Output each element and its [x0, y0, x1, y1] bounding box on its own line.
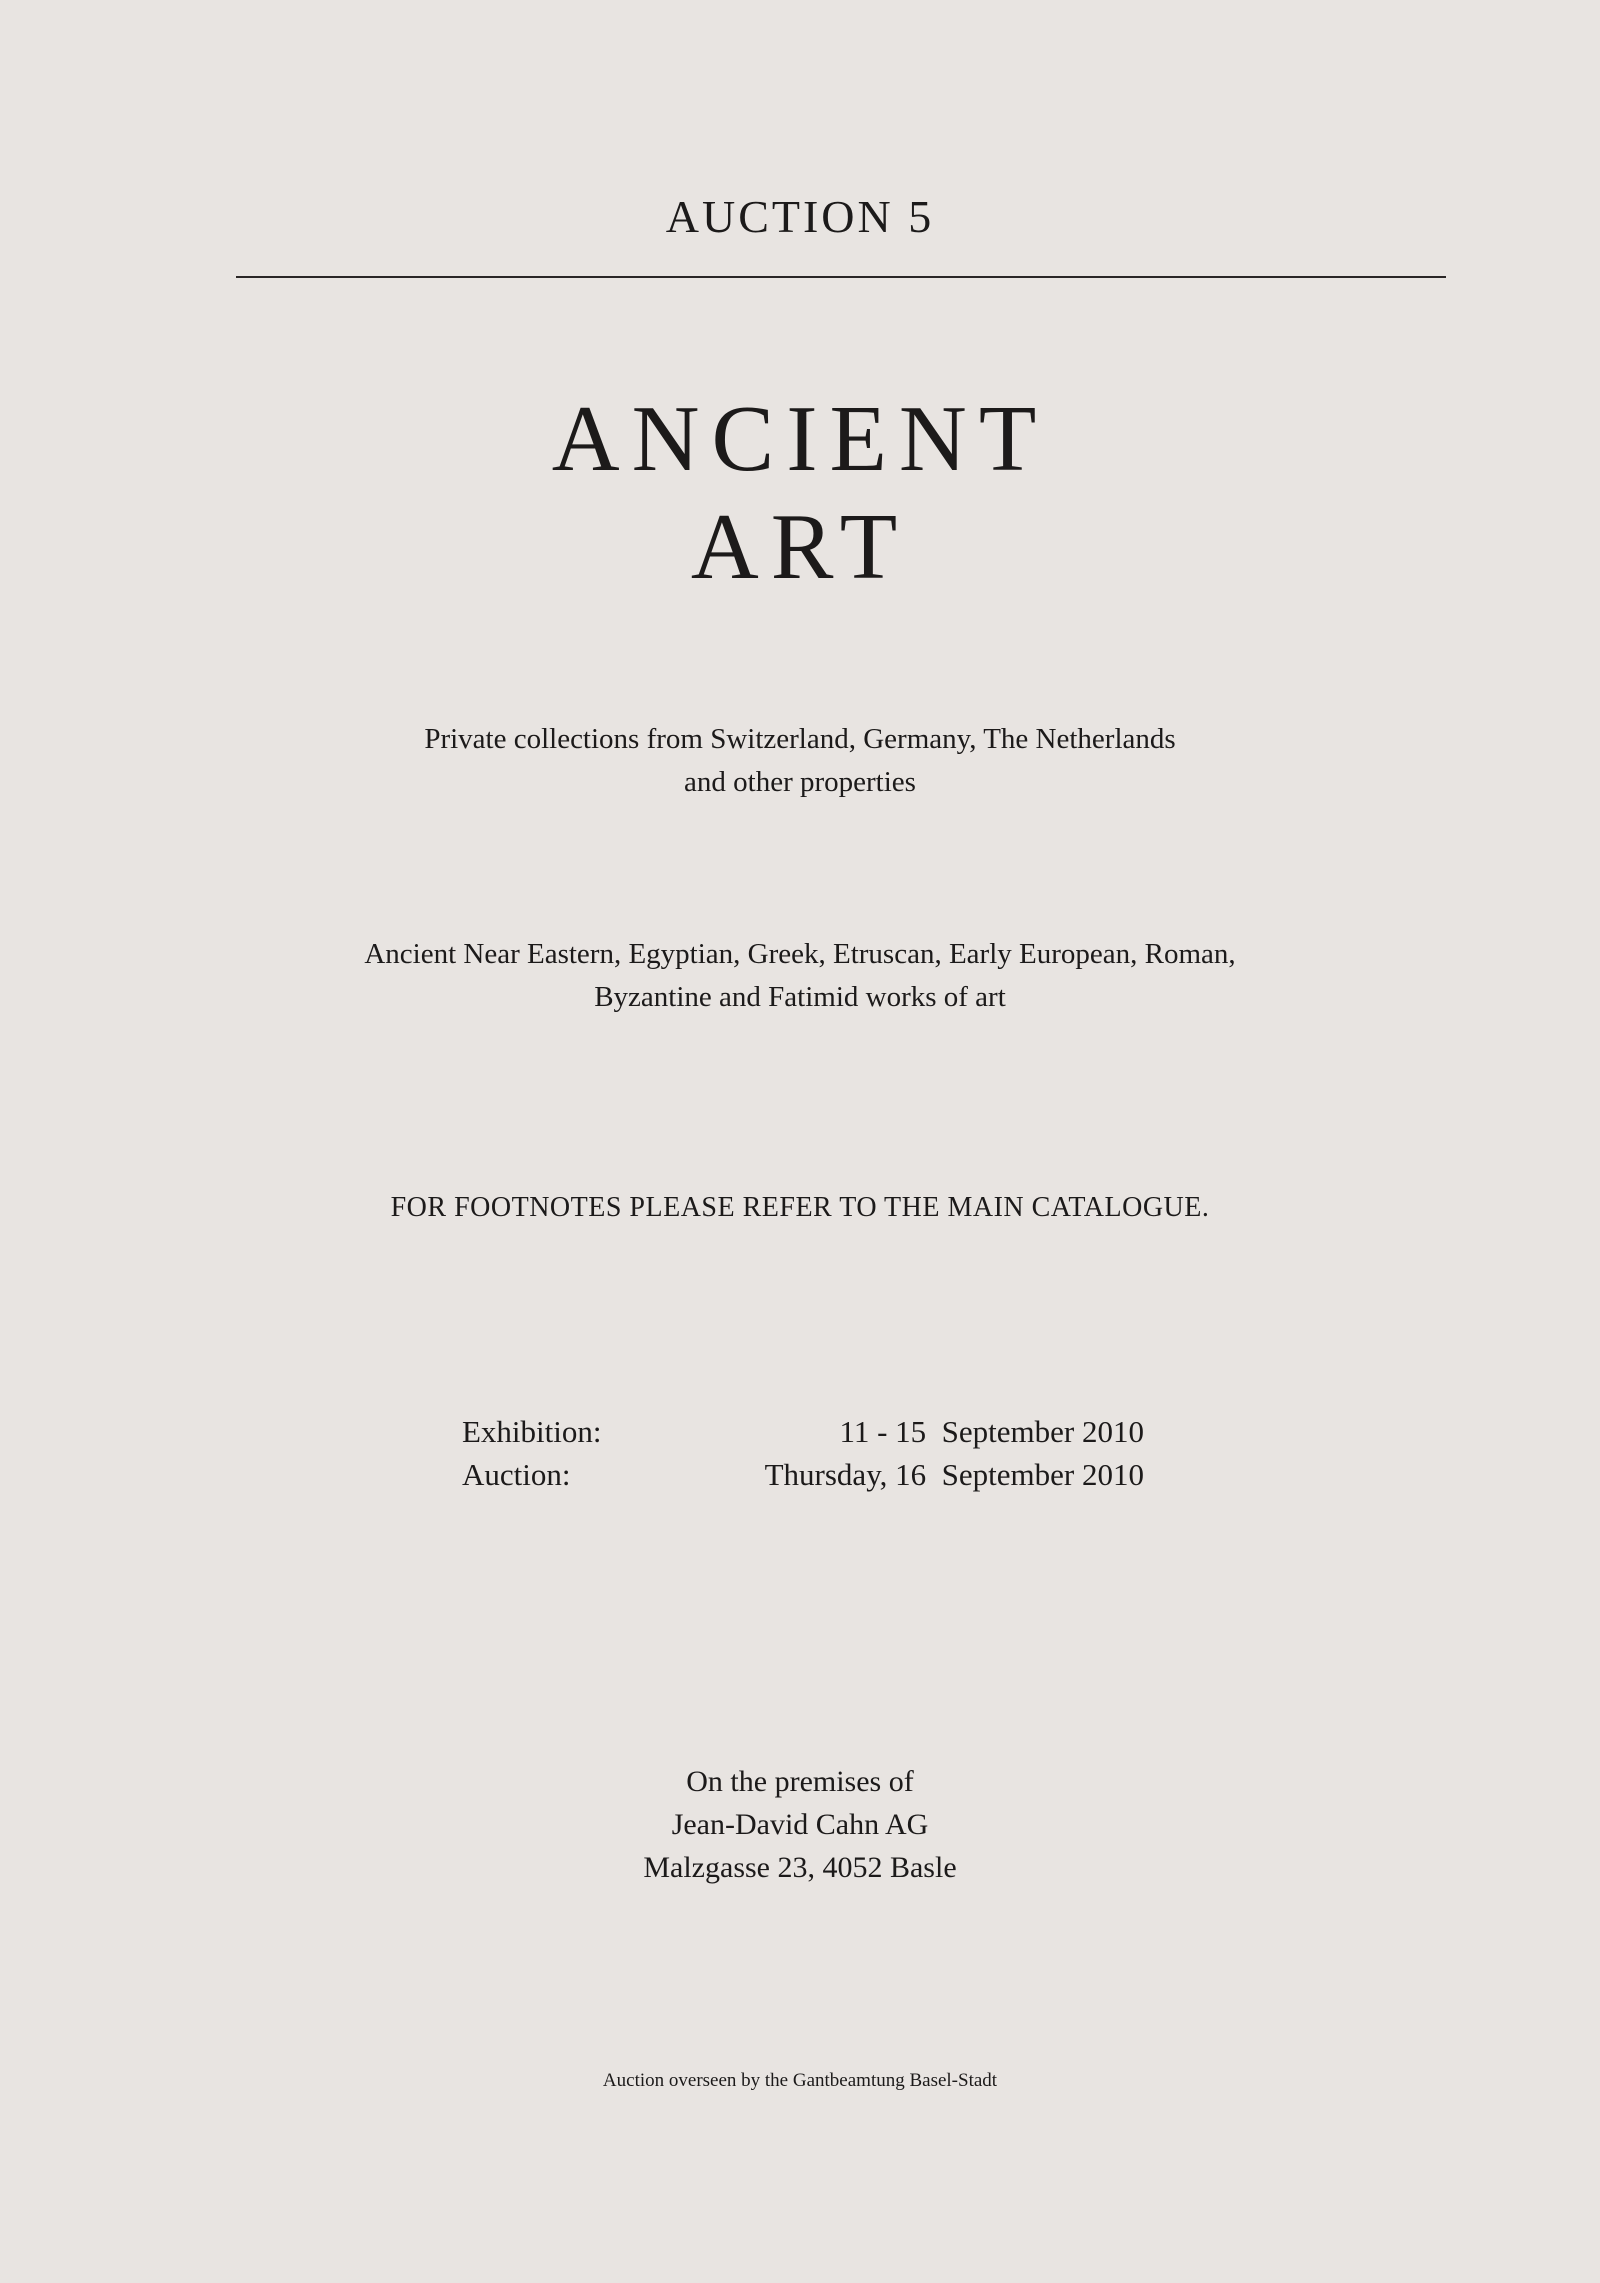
collections-text: [0, 718, 1600, 804]
premises-line-1: On the premises of: [686, 1765, 914, 1798]
auction-number-heading: AUCTION 5: [665, 191, 935, 242]
works-line-1: Ancient Near Eastern, Egyptian, Greek, Etruscan, Early European, Roman,: [364, 938, 1236, 970]
title-line-1: ANCIENT: [551, 387, 1049, 491]
collections-line-2: and other properties: [684, 766, 916, 798]
schedule-label: Auction:: [462, 1457, 571, 1492]
divider-line: [236, 276, 1446, 278]
schedule-row-auction: [462, 1453, 1144, 1496]
schedule-row-exhibition: [462, 1410, 1144, 1453]
schedule-label: Exhibition:: [462, 1414, 602, 1449]
schedule: [462, 1410, 1144, 1496]
collections-line-1: Private collections from Switzerland, Germany, The Netherlands: [424, 723, 1176, 755]
schedule-value: Thursday, 16 September 2010: [764, 1457, 1144, 1492]
oversight-note: Auction overseen by the Gantbeamtung Basel-Stadt: [602, 2070, 998, 2091]
premises-line-3: Malzgasse 23, 4052 Basle: [643, 1851, 957, 1884]
title-line-2: ART: [690, 495, 910, 599]
premises-line-2: Jean-David Cahn AG: [671, 1808, 929, 1841]
premises-address: [0, 1760, 1600, 1889]
works-line-2: Byzantine and Fatimid works of art: [594, 981, 1006, 1013]
works-text: [0, 933, 1600, 1019]
schedule-value: 11 - 15 September 2010: [839, 1414, 1144, 1449]
footnote-notice: FOR FOOTNOTES PLEASE REFER TO THE MAIN CATALOGUE.: [390, 1192, 1210, 1223]
